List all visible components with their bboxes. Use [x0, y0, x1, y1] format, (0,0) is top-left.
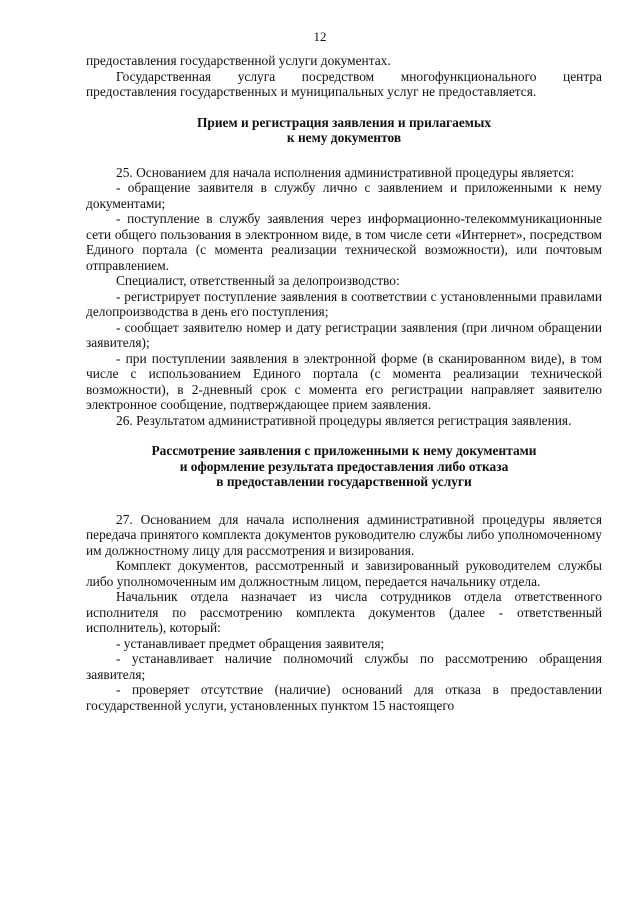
list-item: - проверяет отсутствие (наличие) оснований для отказа в предоставлении государственной услуги, установленных пунктом 15 настоящего	[86, 682, 602, 713]
paragraph: Государственная услуга посредством многофункционального центра предоставления государственных и муниципальных услуг не предоставляется.	[86, 68, 602, 99]
paragraph: Начальник отдела назначает из числа сотрудников отдела ответственного исполнителя по рассмотрению комплекта документов (далее - ответственный исполнитель), который:	[86, 589, 602, 635]
section-heading-line: и оформление результата предоставления либо отказа	[179, 458, 509, 474]
section-heading-line: к нему документов	[286, 130, 402, 145]
list-item: - устанавливает предмет обращения заявителя;	[116, 635, 385, 651]
paragraph: предоставления государственной услуги документах.	[86, 53, 391, 68]
list-item: - обращение заявителя в службу лично с заявлением и приложенными к нему документами;	[86, 180, 602, 211]
paragraph: 25. Основанием для начала исполнения административной процедуры является:	[116, 164, 575, 180]
section-heading-line: Рассмотрение заявления с приложенными к нему документами	[151, 443, 537, 458]
list-item: - поступление в службу заявления через информационно-телекоммуникационные сети общего пользования в электронном виде, в том числе сети «Интернет», посредством Единого портала (с момента реализации технической возможности), или почтовым отправлением.	[86, 211, 602, 273]
list-item: - регистрирует поступление заявления в соответствии с установленными правилами делопроизводства в день его поступления;	[86, 288, 602, 319]
section-heading-line: Прием и регистрация заявления и прилагаемых	[196, 114, 492, 130]
section-heading-line: в предоставлении государственной услуги	[216, 474, 472, 489]
list-item: - устанавливает наличие полномочий службы по рассмотрению обращения заявителя;	[86, 651, 602, 682]
list-item: - при поступлении заявления в электронной форме (в сканированном виде), в том числе с использованием Единого портала (с момента реализации технической возможности), в 2-дневный срок с момента его регистрации направляет заявителю электронное сообщение, подтверждающее прием заявления.	[86, 350, 602, 412]
paragraph: Комплект документов, рассмотренный и завизированный руководителем службы либо уполномоченным им должностным лицом, передается начальнику отдела.	[86, 558, 602, 589]
list-item: - сообщает заявителю номер и дату регистрации заявления (при личном обращении заявителя);	[86, 319, 602, 350]
page-number: 12	[313, 29, 327, 44]
paragraph: 27. Основанием для начала исполнения административной процедуры является передача принятого комплекта документов руководителю службы либо уполномоченному им должностному лицу для рассмотрения и визирования.	[86, 511, 602, 558]
document-body	[86, 53, 602, 713]
paragraph: Специалист, ответственный за делопроизводство:	[116, 273, 400, 288]
paragraph: 26. Результатом административной процедуры является регистрация заявления.	[116, 412, 572, 428]
